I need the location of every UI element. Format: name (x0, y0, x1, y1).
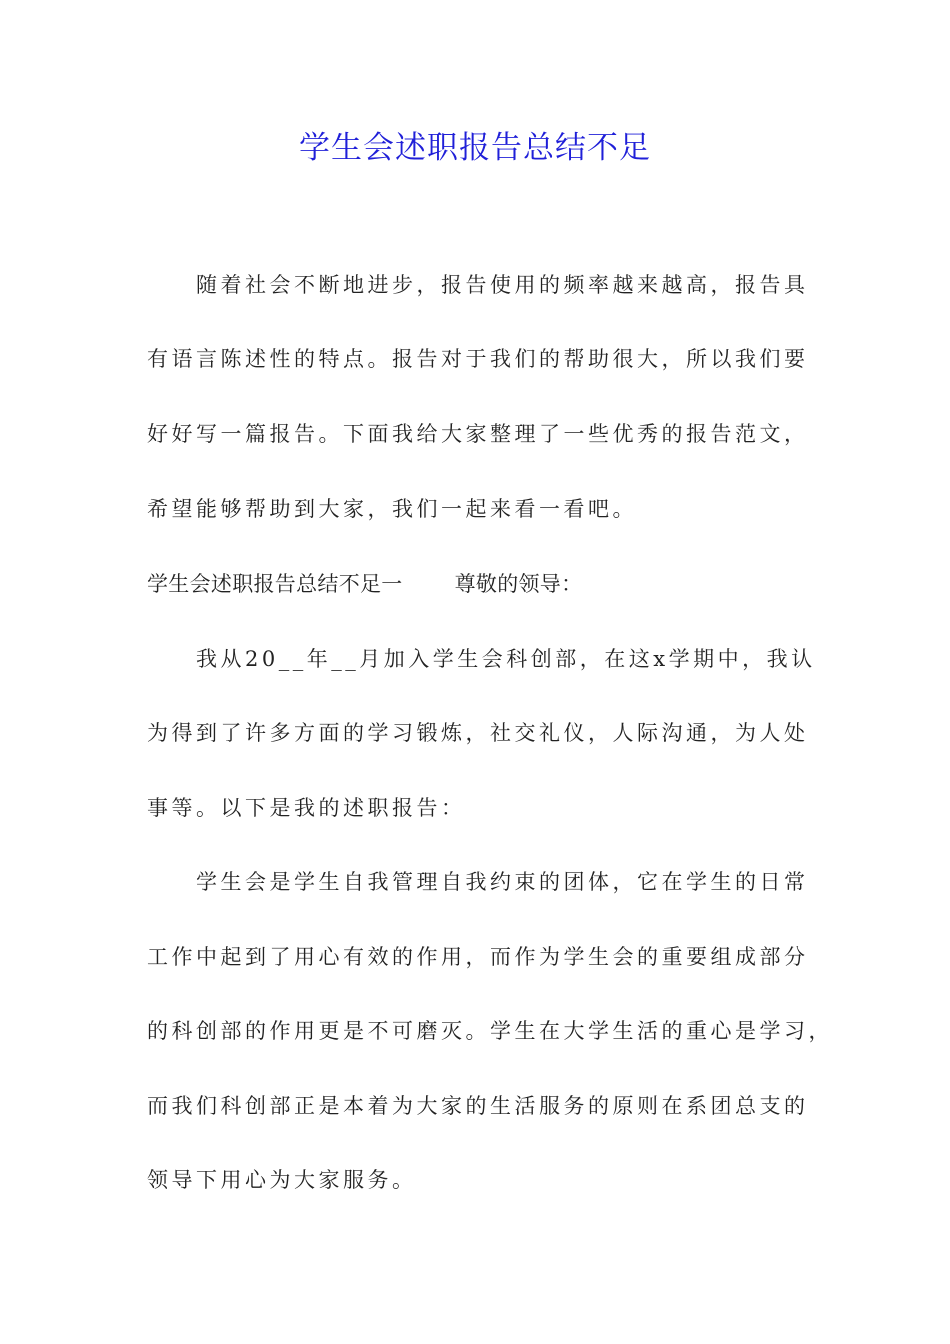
paragraph1-line-2: 为得到了许多方面的学习锻炼，社交礼仪，人际沟通，为人处 (147, 721, 809, 745)
intro-line-1: 随着社会不断地进步，报告使用的频率越来越高，报告具 (196, 273, 809, 297)
intro-line-2: 有语言陈述性的特点。报告对于我们的帮助很大，所以我们要 (147, 347, 809, 371)
salutation: 尊敬的领导： (454, 572, 583, 596)
paragraph1-line-3: 事等。以下是我的述职报告： (147, 796, 466, 820)
paragraph2-line-5: 领导下用心为大家服务。 (147, 1168, 417, 1192)
intro-line-3: 好好写一篇报告。下面我给大家整理了一些优秀的报告范文， (147, 422, 809, 446)
document-title: 学生会述职报告总结不足 (299, 130, 651, 166)
paragraph2-line-3: 的科创部的作用更是不可磨灭。学生在大学生活的重心是学习， (147, 1019, 833, 1043)
paragraph2-line-1: 学生会是学生自我管理自我约束的团体，它在学生的日常 (196, 870, 809, 894)
paragraph2-line-4: 而我们科创部正是本着为大家的生活服务的原则在系团总支的 (147, 1094, 809, 1118)
section-heading-row (147, 569, 582, 599)
paragraph2-line-2: 工作中起到了用心有效的作用，而作为学生会的重要组成部分 (147, 945, 809, 969)
paragraph1-line-1: 我从20__年__月加入学生会科创部，在这x学期中，我认 (196, 647, 816, 671)
intro-line-4: 希望能够帮助到大家，我们一起来看一看吧。 (147, 497, 637, 521)
section-heading: 学生会述职报告总结不足一 (147, 572, 403, 596)
